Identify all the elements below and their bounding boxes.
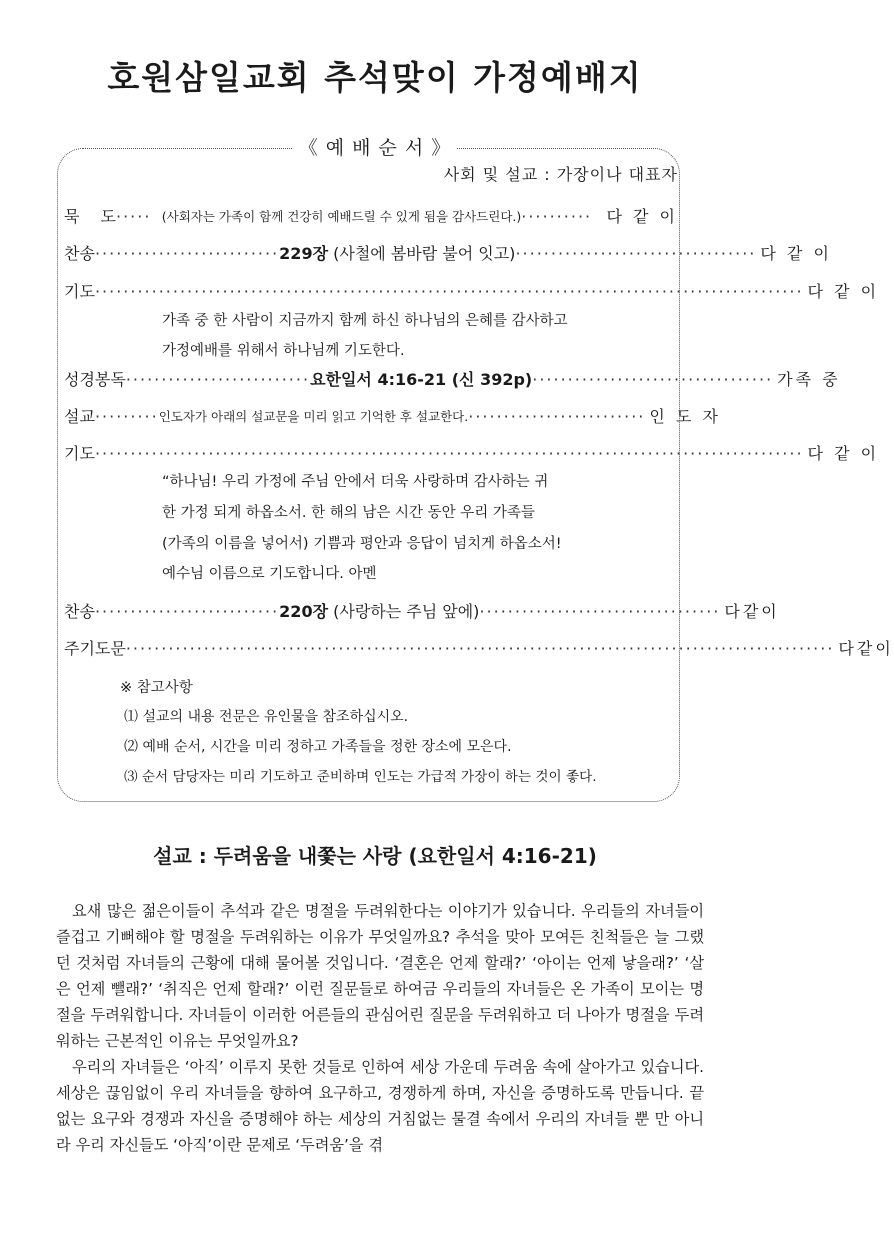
order-label: 주기도문 bbox=[64, 639, 126, 658]
order-row: 주기도문 ···································································································· 다같이 bbox=[64, 637, 678, 661]
order-row: 기 도 ···································································································· 다 같 이 bbox=[64, 442, 678, 466]
prayer-text: 예수님 이름으로 기도합니다. 아멘 bbox=[162, 566, 377, 582]
prayer-instruction: 가족 중 한 사람이 지금까지 함께 하신 하나님의 은혜를 감사하고 bbox=[162, 313, 568, 329]
sermon-paragraph: 요새 많은 젊은이들이 추석과 같은 명절을 두려워한다는 이야기가 있습니다. 우리들의 자녀들이 즐겁고 기뻐해야 할 명절을 두려워하는 이유가 무엇일까요? 추석을 맞아 모여든 친척들은 늘 그랬던 것처럼 자녀들의 근황에 대해 물어볼 것입니다. ‘결혼은 언제 할래?’ ‘아이는 언제 낳을래?’ ‘살은 언제 뺄래?’ ‘취직은 언제 할래?’ 이런 질문들로 하여금 우리들의 자녀들은 온 가족이 모이는 명절을 두려워합니다. 자녀들이 이러한 어른들의 관심어린 질문을 두려워하고 더 나아가 명절을 두려워하는 근본적인 이유는 무엇일까요? bbox=[56, 902, 704, 1050]
order-label: 기 도 bbox=[64, 444, 95, 463]
prayer-text: (가족의 이름을 넣어서) 기쁨과 평안과 응답이 넘치게 하옵소서! bbox=[162, 536, 562, 552]
order-label: 찬 송 bbox=[64, 244, 95, 263]
sermon-title: 설교 : 두려움을 내쫓는 사랑 (요한일서 4:16-21) bbox=[153, 844, 597, 868]
order-label: 설 교 bbox=[64, 407, 95, 426]
sermon-body bbox=[56, 898, 704, 1158]
order-row: 기 도 ···································································································· 다 같 이 bbox=[64, 280, 678, 304]
order-label: 묵 도 bbox=[64, 207, 116, 226]
order-row: 묵 도 ····· (사회자는 가족이 함께 건강히 예배드릴 수 있게 됨을 감사드린다.) ·········· 다 같 이 bbox=[64, 205, 678, 229]
order-row: 찬 송 ·························· 220장 (사랑하는 주님 앞에) ·································· 다같이 bbox=[64, 600, 678, 624]
order-label: 기 도 bbox=[64, 282, 95, 301]
order-heading: 《 예 배 순 서 》 bbox=[0, 134, 750, 162]
note-item: ⑶ 순서 담당자는 미리 기도하고 준비하며 인도는 가급적 가장이 하는 것이 좋다. bbox=[124, 769, 597, 785]
page-title: 호원삼일교회 추석맞이 가정예배지 bbox=[107, 58, 643, 97]
prayer-instruction: 가정예배를 위해서 하나님께 기도한다. bbox=[162, 343, 405, 359]
order-row: 찬 송 ·························· 229장 (사철에 봄바람 불어 잇고) ·································· 다 같 이 bbox=[64, 242, 678, 266]
sermon-paragraph: 우리의 자녀들은 ‘아직’ 이루지 못한 것들로 인하여 세상 가운데 두려움 속에 살아가고 있습니다. 세상은 끊임없이 우리 자녀들을 향하여 요구하고, 경쟁하게 하며, 자신을 증명하도록 만듭니다. 끝없는 요구와 경쟁과 자신을 증명해야 하는 세상의 거침없는 물결 속에서 우리의 자녀들 뿐 만 아니라 우리 자신들도 ‘아직’이란 문제로 ‘두려움’을 겪 bbox=[56, 1058, 704, 1154]
prayer-text: “하나님! 우리 가정에 주님 안에서 더욱 사랑하며 감사하는 귀 bbox=[162, 474, 549, 490]
order-row: 성경봉독 ·························· 요한일서 4:16-21 (신 392p) ·································· 가족 중 bbox=[64, 368, 678, 392]
order-row: 설 교 ········· 인도자가 아래의 설교문을 미리 읽고 기억한 후 설교한다. ························· 인 도 자 bbox=[64, 405, 678, 429]
prayer-text: 한 가정 되게 하옵소서. 한 해의 남은 시간 동안 우리 가족들 bbox=[162, 505, 535, 521]
note-item: ⑴ 설교의 내용 전문은 유인물을 참조하십시오. bbox=[124, 709, 409, 725]
notes-heading: ※ 참고사항 bbox=[120, 680, 193, 696]
order-label: 성경봉독 bbox=[64, 370, 126, 389]
note-item: ⑵ 예배 순서, 시간을 미리 정하고 가족들을 정한 장소에 모은다. bbox=[124, 739, 512, 755]
order-label: 찬 송 bbox=[64, 602, 95, 621]
host-line: 사회 및 설교 : 가장이나 대표자 bbox=[443, 165, 678, 184]
